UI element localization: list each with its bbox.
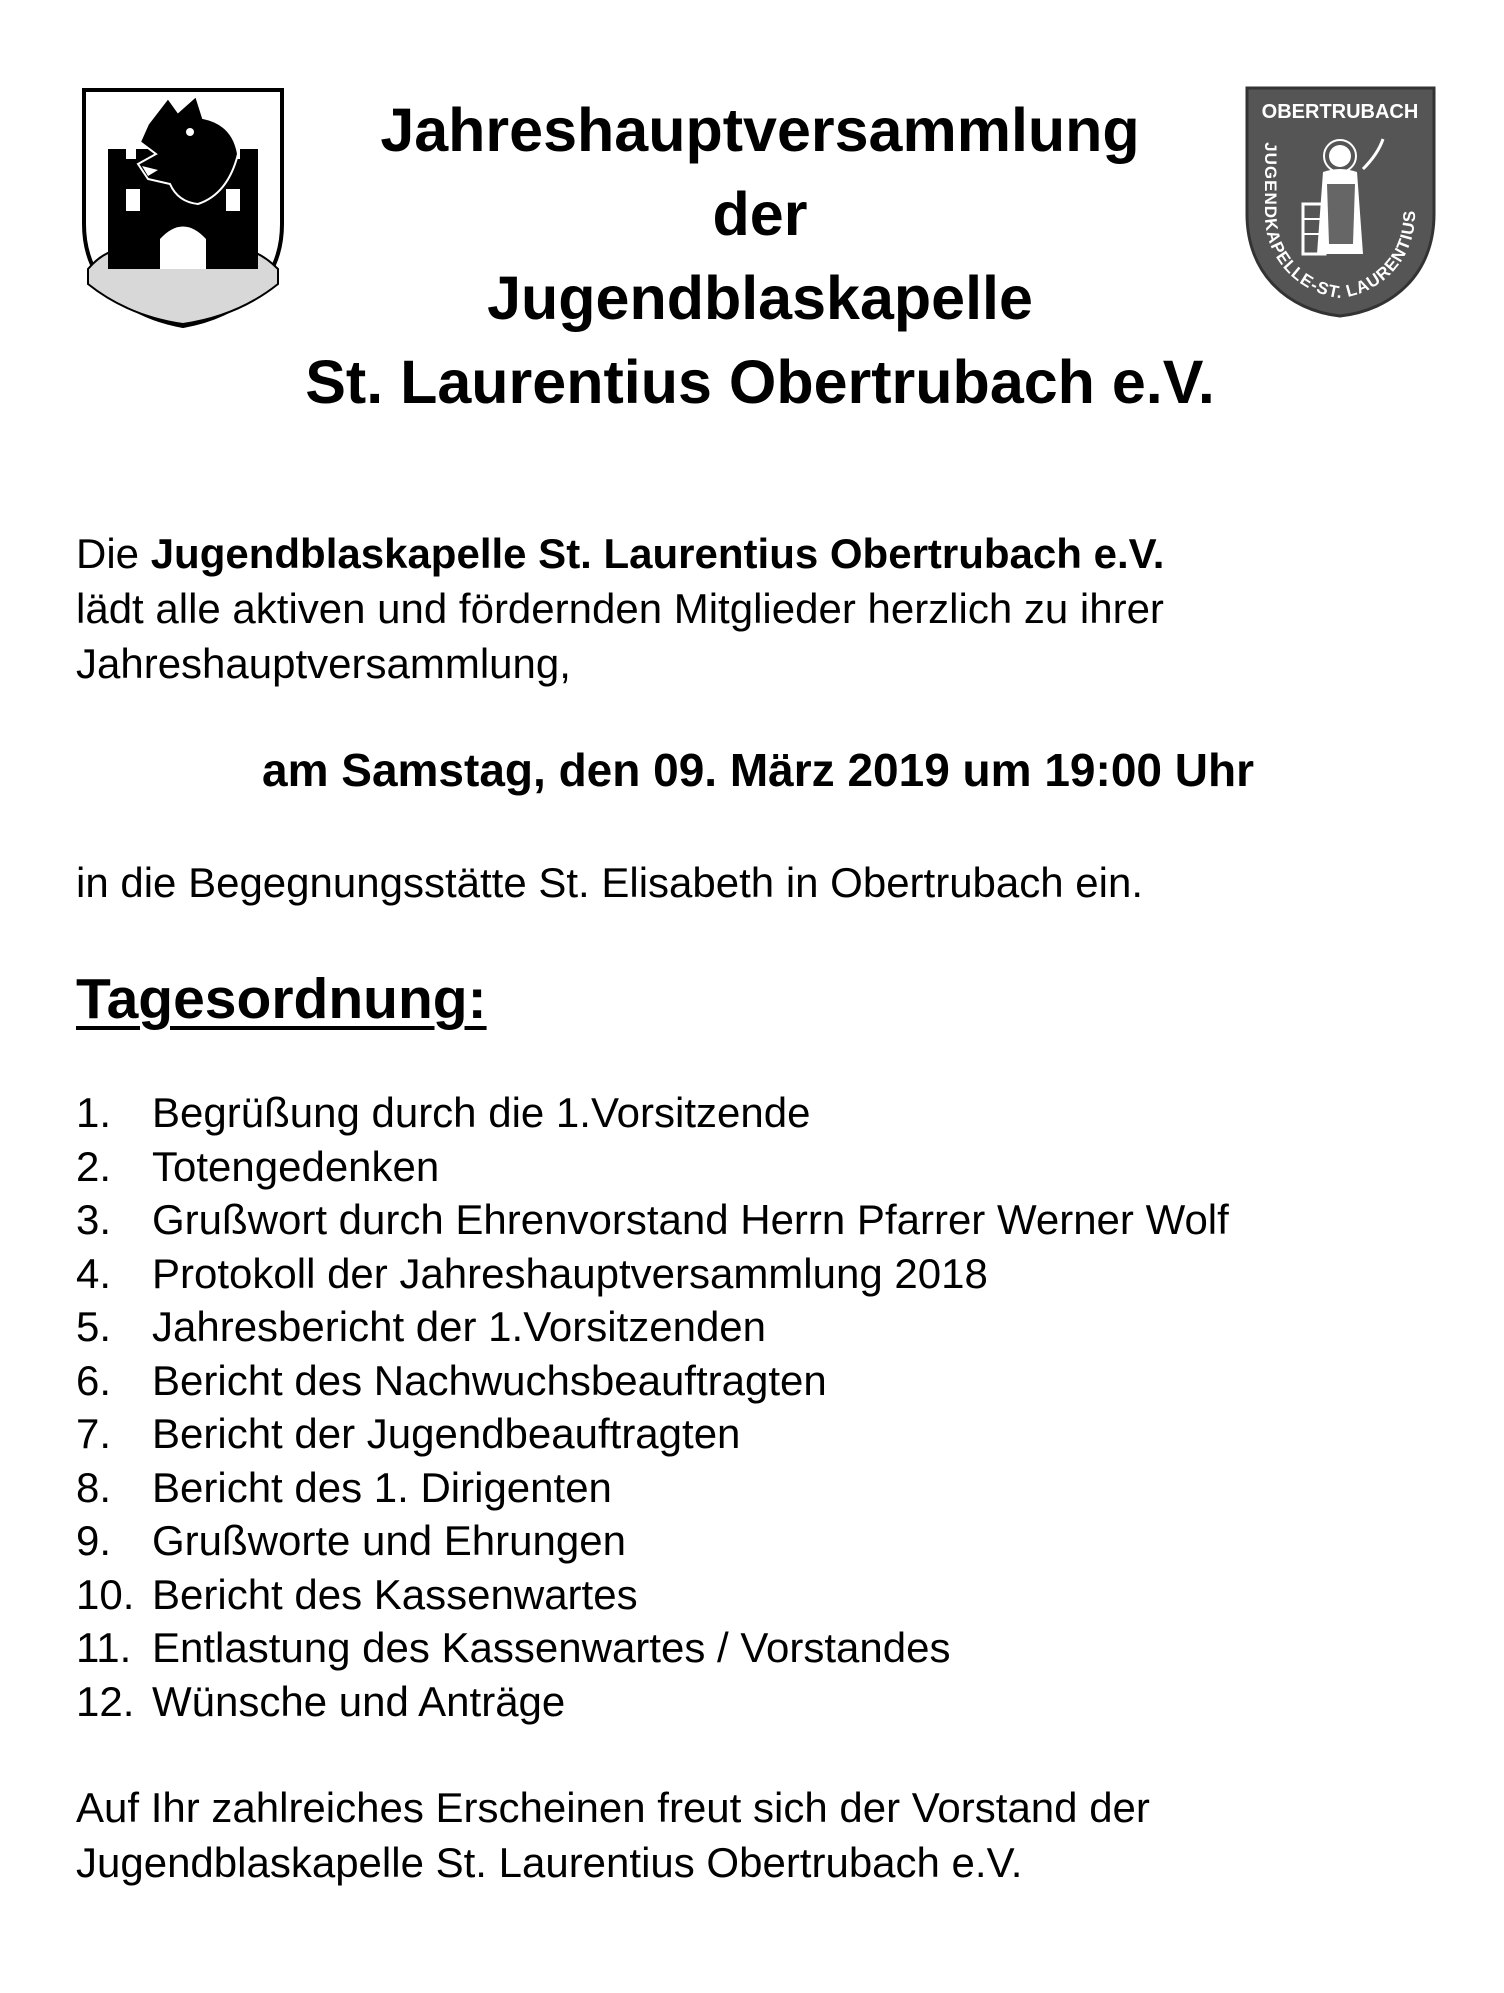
agenda-item (76, 1354, 1436, 1408)
intro-paragraph (76, 526, 1416, 691)
agenda-item (76, 1568, 1436, 1622)
agenda-item-text: Begrüßung durch die 1.Vorsitzende (152, 1089, 811, 1136)
agenda-item-text: Entlastung des Kassenwartes / Vorstandes (152, 1624, 951, 1671)
agenda-item-number: 12. (76, 1677, 135, 1725)
title-line-4: St. Laurentius Obertrubach e.V. (305, 348, 1215, 416)
closing-line-2: Jugendblaskapelle St. Laurentius Obertrubach e.V. (76, 1839, 1023, 1886)
agenda-item (76, 1407, 1436, 1461)
emblem-top-text: OBERTRUBACH (1261, 101, 1419, 123)
agenda-item (76, 1247, 1436, 1301)
agenda-item (76, 1193, 1436, 1247)
agenda-item-text: Totengedenken (152, 1142, 440, 1190)
agenda-item-text: Bericht des 1. Dirigenten (152, 1463, 612, 1511)
page-title (150, 88, 1370, 424)
agenda-item-number: 2. (76, 1142, 112, 1190)
agenda-item (76, 1514, 1436, 1568)
agenda-item-number: 11. (76, 1624, 132, 1671)
title-line-3: Jugendblaskapelle (487, 264, 1033, 332)
agenda-item-text: Bericht des Nachwuchsbeauftragten (152, 1356, 827, 1404)
agenda-list (76, 1086, 1436, 1728)
agenda-item (76, 1300, 1436, 1354)
agenda-item (76, 1675, 1436, 1729)
agenda-item-number: 10. (76, 1570, 135, 1618)
meeting-location: in die Begegnungsstätte St. Elisabeth in Obertrubach ein. (76, 859, 1144, 906)
intro-org-name: Jugendblaskapelle St. Laurentius Obertrubach e.V. (150, 530, 1165, 577)
agenda-item-text: Protokoll der Jahreshauptversammlung 2018 (152, 1249, 988, 1297)
agenda-item-text: Bericht der Jugendbeauftragten (152, 1410, 741, 1457)
agenda-item-number: 3. (76, 1196, 112, 1243)
agenda-item-text: Grußwort durch Ehrenvorstand Herrn Pfarrer Werner Wolf (152, 1196, 1229, 1243)
agenda-item-text: Jahresbericht der 1.Vorsitzenden (152, 1303, 767, 1350)
agenda-item-number: 4. (76, 1249, 112, 1297)
intro-line-1 (76, 526, 1416, 581)
agenda-item (76, 1621, 1436, 1675)
intro-line-3: Jahreshauptversammlung, (76, 640, 571, 687)
agenda-item-text: Grußworte und Ehrungen (152, 1517, 626, 1564)
agenda-item-number: 5. (76, 1303, 112, 1350)
meeting-date: am Samstag, den 09. März 2019 um 19:00 Uhr (262, 744, 1254, 796)
agenda-item-number: 8. (76, 1463, 112, 1511)
agenda-item-text: Wünsche und Anträge (152, 1677, 566, 1725)
agenda-item-number: 7. (76, 1410, 112, 1457)
agenda-heading: Tagesordnung: (76, 967, 487, 1031)
agenda-item-text: Bericht des Kassenwartes (152, 1570, 638, 1618)
closing-paragraph (76, 1780, 1436, 1890)
closing-line-1: Auf Ihr zahlreiches Erscheinen freut sich der Vorstand der (76, 1784, 1150, 1831)
title-line-1: Jahreshauptversammlung (380, 96, 1140, 164)
agenda-item-number: 1. (76, 1089, 112, 1136)
emblem-ring-text: JUGENDKAPELLE-ST. LAURENTIUS (1260, 142, 1420, 303)
intro-prefix: Die (76, 530, 151, 577)
agenda-item-number: 9. (76, 1517, 112, 1564)
agenda-item (76, 1086, 1436, 1140)
agenda-item-number: 6. (76, 1356, 112, 1404)
intro-line-2: lädt alle aktiven und fördernden Mitglieder herzlich zu ihrer (76, 585, 1164, 632)
agenda-item (76, 1461, 1436, 1515)
title-line-2: der (712, 180, 808, 248)
agenda-item (76, 1140, 1436, 1194)
